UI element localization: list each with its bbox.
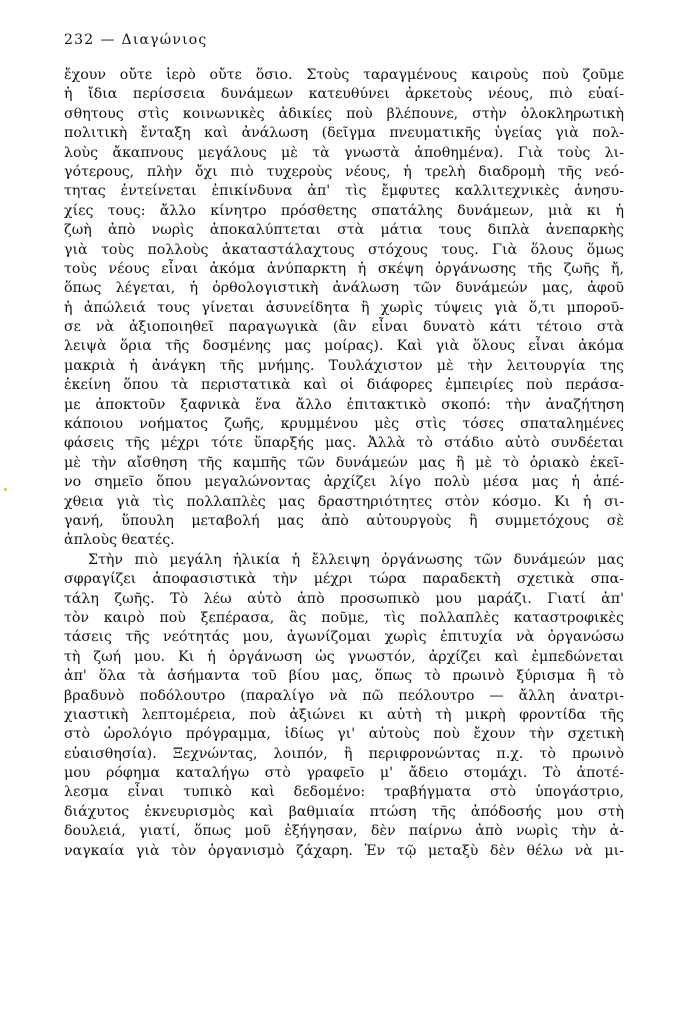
text-line: λεσμα εἶναι τυπικὸ καὶ δεδομένο: τραβήγματα στὸ ὑπογάστριο, — [64, 784, 624, 801]
text-line: γιὰ τοὺς πολλοὺς ἀκαταστάλαχτους στόχους τους. Γιὰ ὅλους ὅμως — [64, 241, 624, 258]
paragraph — [64, 66, 624, 551]
text-line: διάχυτος ἐκνευρισμὸς καὶ βαθμιαία πτώση τῆς ἀπόδοσής μου στὴ — [64, 803, 624, 820]
text-line: μου ρόφημα καταλήγω στὸ γραφεῖο μ' ἄδειο στομάχι. Τὸ ἀποτέ- — [64, 765, 624, 782]
text-line: φάσεις τῆς μέχρι τότε ὕπαρξής μας. Ἀλλὰ τὸ στάδιο αὐτὸ συνδέεται — [64, 435, 624, 452]
text-line: ναγκαία γιὰ τὸν ὀργανισμὸ ζάχαρη. Ἐν τῷ μεταξὺ δὲν θέλω νὰ μι- — [64, 842, 624, 859]
text-line: ὅπως λέγεται, ἡ ὀρθολογιστικὴ ἀνάλωση τῶν δυνάμεών μας, ἀφοῦ — [64, 280, 624, 297]
page-number: 232 — [64, 32, 95, 48]
text-line: ἡ ἴδια περίσσεια δυνάμεων κατευθύνει ἀρκετοὺς νέους, πιὸ εὐαί- — [64, 86, 624, 103]
text-line: ἀπλοὺς θεατές. — [64, 532, 175, 549]
text-line: στὸ ὡρολόγιο πρόγραμμα, ἰδίως γι' αὐτοὺς ποὺ ἔχουν τὴν σχετικὴ — [64, 726, 624, 743]
text-line: μὲ τὴν αἴσθηση τῆς καμπῆς τῶν δυνάμεών μας ἢ μὲ τὸ ὁριακὸ ἐκεῖ- — [64, 454, 624, 471]
text-line: τοὺς νέους εἶναι ἀκόμα ἀνύπαρκτη ἡ σκέψη ὀργάνωσης τῆς ζωῆς ἤ, — [64, 260, 624, 277]
text-line: χιαστικὴ λεπτομέρεια, ποὺ ἀξιώνει κι αὐτὴ τὴ μικρὴ φροντίδα τῆς — [64, 706, 624, 723]
text-line: εὐαισθησία). Ξεχνώντας, λοιπόν, ἢ περιφρονώντας π.χ. τὸ πρωινὸ — [64, 745, 624, 762]
paragraph — [64, 551, 624, 861]
text-line: σφραγίζει ἀποφασιστικὰ τὴν μέχρι τώρα παραδεκτὴ σχετικὰ σπα- — [64, 571, 624, 588]
book-page — [64, 0, 624, 1024]
text-line: τὸν καιρὸ ποὺ ξεπέρασα, ἂς ποῦμε, τὶς πολλαπλὲς καταστροφικὲς — [64, 609, 624, 626]
text-line: σθητους στὶς κοινωνικὲς ἀδικίες ποὺ βλέπουνε, στὴν ὁλοκληρωτικὴ — [64, 105, 624, 122]
margin-speck — [4, 488, 7, 491]
text-line: ἔχουν οὔτε ἱερὸ οὔτε ὅσιο. Στοὺς ταραγμένους καιροὺς ποὺ ζοῦμε — [64, 67, 624, 83]
text-line: με ἀποκτοῦν ξαφνικὰ ἕνα ἄλλο ἐπιτακτικὸ σκοπό: τὴν ἀναζήτηση — [64, 396, 624, 413]
text-line: ἐκείνη ὅπου τὰ περιστατικὰ καὶ οἱ διάφορες ἐμπειρίες ποὺ περάσα- — [64, 377, 624, 394]
text-line: κάποιου νοήματος ζωῆς, κρυμμένου μὲς στὶς τόσες σπαταλημένες — [64, 416, 624, 433]
text-line: ἡ ἀπώλειά τους γίνεται ἀσυνείδητα ἢ χωρὶς τύψεις γιὰ ὅ,τι μποροῦ- — [64, 299, 624, 316]
text-line: τάλη ζωῆς. Τὸ λέω αὐτὸ ἀπὸ προσωπικὸ μου μαράζι. Γιατί ἀπ' — [64, 590, 624, 607]
body-text — [64, 66, 624, 861]
text-line: λοὺς ἄκαπνους μεγάλους μὲ τὰ γνωστὰ ἀποθημένα). Γιὰ τοὺς λι- — [64, 144, 624, 161]
text-line: Στὴν πιὸ μεγάλη ἡλικία ἡ ἔλλειψη ὀργάνωσης τῶν δυνάμεών μας — [88, 551, 624, 568]
running-title: Διαγώνιος — [121, 32, 208, 48]
running-header — [64, 32, 207, 48]
text-line: ἀπ' ὅλα τὰ ἀσήμαντα τοῦ βίου μας, ὅπως τὸ πρωινὸ ξύρισμα ἢ τὸ — [64, 668, 624, 685]
text-line: μακριὰ ἡ ἀνάγκη τῆς μνήμης. Τουλάχιστον μὲ τὴν λειτουργία της — [64, 357, 624, 374]
text-line: νο σημεῖο ὅπου μεγαλώνοντας ἀρχίζει λίγο πολὺ μέσα μας ἡ ἀπέ- — [64, 474, 624, 491]
text-line: τάσεις τῆς νεότητάς μου, ἀγωνίζομαι χωρὶς ἐπιτυχία νὰ ὀργανώσω — [64, 629, 624, 646]
text-line: γότερους, πλὴν ὄχι πιὸ τυχεροὺς νέους, ἡ τρελὴ διαδρομὴ τῆς νεό- — [64, 163, 624, 180]
text-line: γανή, ὕπουλη μεταβολή μας ἀπὸ αὐτουργοὺς ἢ συμμετόχους σὲ — [64, 512, 624, 529]
text-line: πολιτικὴ ἔνταξη καὶ ἀνάλωση (δεῖγμα πνευματικῆς ὑγείας γιὰ πολ- — [64, 125, 624, 142]
header-dash: — — [100, 32, 116, 48]
text-line: τὴ ζωή μου. Κι ἡ ὀργάνωση ὡς γνωστόν, ἀρχίζει καὶ ἐμπεδώνεται — [64, 648, 624, 665]
text-line: λειψὰ ὅρια τῆς δοσμένης μας μοίρας). Καὶ γιὰ ὅλους εἶναι ἀκόμα — [64, 338, 624, 355]
text-line: ζωὴ ἀπὸ νωρὶς ἀποκαλύπτεται στὰ μάτια τους διπλὰ ἀνεπαρκὴς — [64, 222, 624, 239]
text-line: βραδυνὸ ποδόλουτρο (παραλίγο νὰ πῶ πεόλουτρο — ἄλλη ἀνατρι- — [64, 687, 624, 704]
text-line: σε νὰ ἀξιοποιηθεῖ παραγωγικὰ (ἂν εἶναι δυνατὸ κάτι τέτοιο στὰ — [64, 319, 624, 336]
text-line: χίες τους: ἄλλο κίνητρο πρόσθετης σπατάλης δυνάμεων, μιὰ κι ἡ — [64, 202, 624, 219]
text-line: χθεια γιὰ τὶς πολλαπλὲς μας δραστηριότητες στὸν κόσμο. Κι ἡ σι- — [64, 493, 624, 510]
text-line: τητας ἐντείνεται ἐπικίνδυνα ἀπ' τὶς ἔμφυτες καλλιτεχνικὲς ἀνησυ- — [64, 183, 624, 200]
text-line: δουλειά, γιατί, ὅπως μοῦ ἐξήγησαν, δὲν παίρνω ἀπὸ νωρὶς τὴν ἀ- — [64, 823, 624, 840]
